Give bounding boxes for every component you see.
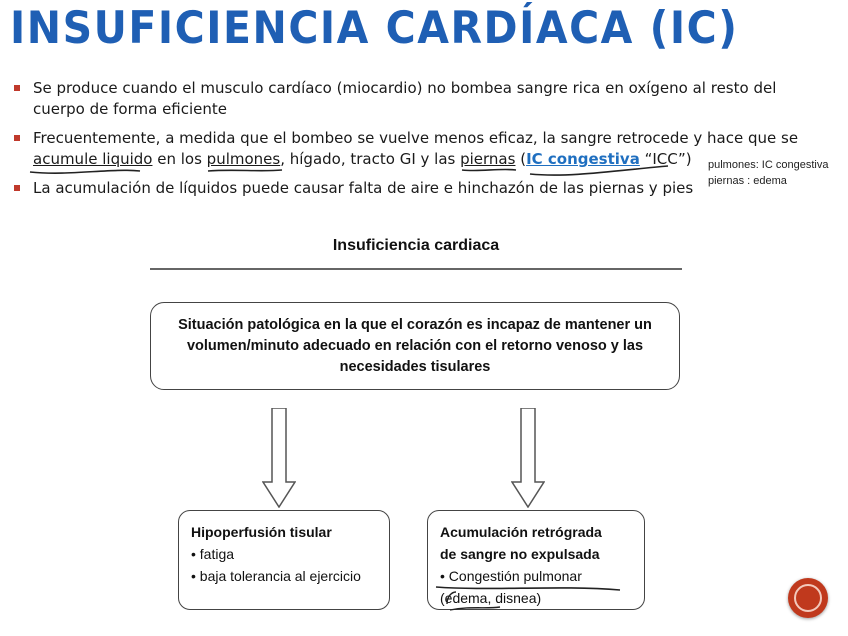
side-note-line: pulmones: IC congestiva (708, 159, 829, 171)
down-arrow-icon (262, 408, 296, 508)
down-arrow-icon (511, 408, 545, 508)
box-item: • Congestión pulmonar (440, 568, 582, 584)
side-note-line: piernas : edema (708, 175, 787, 187)
box-item: (edema, disnea) (440, 590, 542, 606)
bullet-item (14, 178, 814, 199)
bullet-square-icon (14, 85, 20, 91)
circle-nav-icon (794, 584, 822, 612)
bullet-item (14, 78, 814, 120)
bullet-text: ( (515, 150, 527, 168)
slide-title: INSUFICIENCIA CARDÍACA (IC) (10, 2, 739, 54)
bullet-square-icon (14, 185, 20, 191)
side-note (708, 157, 828, 189)
figure-divider (150, 268, 682, 270)
next-slide-button[interactable] (788, 578, 828, 618)
bullet-text: , hígado, tracto GI y las (280, 150, 461, 168)
bullet-text-line1: Frecuentemente, a medida que el bombeo se vuelve menos eficaz, la sangre retrocede y hace que se (33, 129, 799, 147)
underlined-phrase: acumule liquido (33, 150, 153, 168)
box-heading: Acumulación retrógrada (440, 524, 602, 540)
highlighted-term: IC congestiva (526, 150, 640, 168)
bullet-text: “ICC”) (639, 150, 692, 168)
congestion-box (427, 510, 645, 610)
bullet-text: en los (152, 150, 207, 168)
bullet-square-icon (14, 135, 20, 141)
definition-box (150, 302, 680, 390)
definition-text: Situación patológica en la que el corazón es incapaz de mantener un volumen/minuto adecuado en relación con el retorno venoso y las necesidades tisulares (178, 316, 652, 375)
box-item: • fatiga (191, 546, 235, 562)
bullet-text: Se produce cuando el musculo cardíaco (miocardio) no bombea sangre rica en oxígeno al resto del cuerpo de forma eficiente (33, 79, 777, 118)
box-item: • baja tolerancia al ejercicio (191, 568, 361, 584)
underlined-phrase: piernas (460, 150, 516, 168)
figure-title: Insuficiencia cardiaca (332, 237, 500, 254)
hypoperfusion-box (178, 510, 390, 610)
bullet-item (14, 128, 814, 170)
box-heading: de sangre no expulsada (440, 546, 600, 562)
box-heading: Hipoperfusión tisular (191, 524, 332, 540)
underlined-phrase: pulmones (206, 150, 281, 168)
bullet-text: La acumulación de líquidos puede causar falta de aire e hinchazón de las piernas y pies (33, 179, 694, 197)
bullet-list (14, 78, 814, 207)
